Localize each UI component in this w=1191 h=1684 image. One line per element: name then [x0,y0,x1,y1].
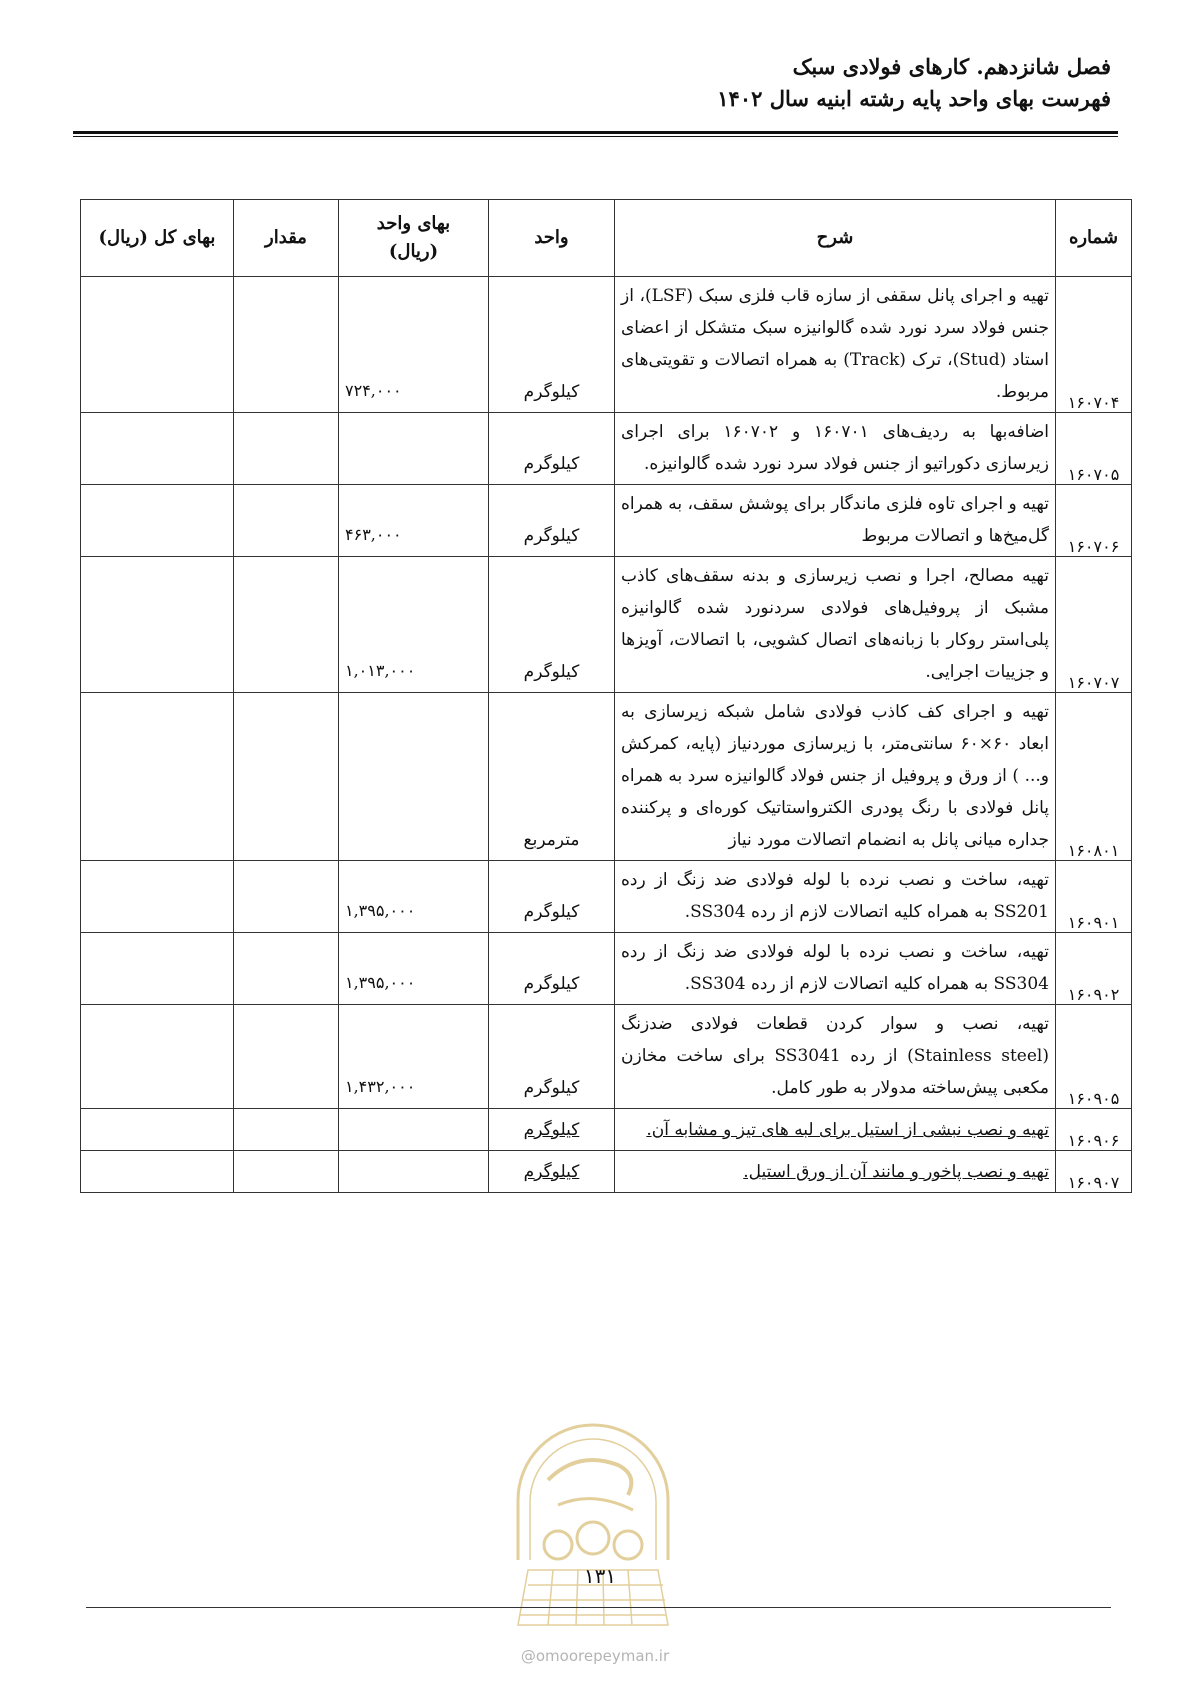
row-unit-price: ۱,۳۹۵,۰۰۰ [339,933,489,1005]
row-unit: کیلوگرم [489,557,615,693]
row-unit: کیلوگرم [489,1151,615,1193]
row-total [81,1109,234,1151]
omoore-peyman-seal-logo-icon [498,1410,688,1650]
row-unit-price: ۱,۳۹۵,۰۰۰ [339,861,489,933]
table-row [81,413,1132,485]
chapter-title: فصل شانزدهم. کارهای فولادی سبک [792,54,1111,79]
row-number: ۱۶۰۸۰۱ [1056,693,1132,861]
table-header-row [81,200,1132,277]
row-quantity [234,933,339,1005]
row-unit-price: ۱,۴۳۲,۰۰۰ [339,1005,489,1109]
row-description: تهیه و نصب نبشی از استیل برای لبه های تیز و مشابه آن. [615,1109,1056,1151]
row-unit: کیلوگرم [489,413,615,485]
row-total [81,413,234,485]
header-rule-thick [73,131,1118,134]
row-quantity [234,557,339,693]
row-total [81,485,234,557]
footer-rule [86,1607,1111,1608]
page-number: ۱۳۱ [583,1564,617,1588]
price-list-table [80,199,1132,1193]
row-number: ۱۶۰۷۰۴ [1056,277,1132,413]
header-quantity: مقدار [234,200,339,277]
row-description: تهیه و اجرای تاوه فلزی ماندگار برای پوشش سقف، به همراه گل‌میخ‌ها و اتصالات مربوط [615,485,1056,557]
table-row [81,1005,1132,1109]
row-quantity [234,693,339,861]
table-row [81,861,1132,933]
row-number: ۱۶۰۹۰۱ [1056,861,1132,933]
table-row [81,693,1132,861]
row-description: تهیه، نصب و سوار کردن قطعات فولادی ضدزنگ (Stainless steel) از رده SS3041 برای ساخت مخازن مکعبی پیش‌ساخته مدولار به طور کامل. [615,1005,1056,1109]
row-unit: کیلوگرم [489,485,615,557]
header-unit-price-currency: (ریال) [388,241,439,262]
row-quantity [234,277,339,413]
row-total [81,1151,234,1193]
row-number: ۱۶۰۷۰۶ [1056,485,1132,557]
row-number: ۱۶۰۹۰۶ [1056,1109,1132,1151]
row-total [81,557,234,693]
table-row [81,557,1132,693]
header-description: شرح [615,200,1056,277]
row-description: تهیه و نصب پاخور و مانند آن از ورق استیل. [615,1151,1056,1193]
row-description: تهیه و اجرای پانل سقفی از سازه قاب فلزی سبک (LSF)، از جنس فولاد سرد نورد شده گالوانیزه سبک متشکل از اعضای استاد (Stud)، ترک (Track) به همراه اتصالات و تقویتی‌های مربوط. [615,277,1056,413]
row-description: تهیه، ساخت و نصب نرده با لوله فولادی ضد زنگ از رده SS304 به همراه کلیه اتصالات لازم از رده SS304. [615,933,1056,1005]
row-unit-price [339,1109,489,1151]
header-unit: واحد [489,200,615,277]
row-unit: کیلوگرم [489,1109,615,1151]
row-number: ۱۶۰۹۰۵ [1056,1005,1132,1109]
row-number: ۱۶۰۹۰۷ [1056,1151,1132,1193]
row-total [81,277,234,413]
row-quantity [234,1109,339,1151]
table-row [81,1109,1132,1151]
row-number: ۱۶۰۷۰۷ [1056,557,1132,693]
header-unit-price-label: بهای واحد [376,213,451,234]
row-unit-price [339,693,489,861]
row-description: تهیه مصالح، اجرا و نصب زیرسازی و بدنه سقف‌های کاذب مشبک از پروفیل‌های فولادی سردنورد شده گالوانیزه پلی‌استر روکار با زبانه‌های اتصال کشویی، با اتصالات، آویزها و جزییات اجرایی. [615,557,1056,693]
table-row [81,1151,1132,1193]
row-unit: کیلوگرم [489,933,615,1005]
row-unit-price: ۴۶۳,۰۰۰ [339,485,489,557]
row-description: تهیه، ساخت و نصب نرده با لوله فولادی ضد زنگ از رده SS201 به همراه کلیه اتصالات لازم از رده SS304. [615,861,1056,933]
row-unit-price [339,413,489,485]
row-total [81,861,234,933]
row-number: ۱۶۰۹۰۲ [1056,933,1132,1005]
table-row [81,277,1132,413]
row-total [81,933,234,1005]
row-unit-price: ۱,۰۱۳,۰۰۰ [339,557,489,693]
document-title: فهرست بهای واحد پایه رشته ابنیه سال ۱۴۰۲ [717,86,1111,111]
row-quantity [234,485,339,557]
row-number: ۱۶۰۷۰۵ [1056,413,1132,485]
header-unit-price [339,200,489,277]
header-total: بهای کل (ریال) [81,200,234,277]
row-unit-price: ۷۲۴,۰۰۰ [339,277,489,413]
table-row [81,485,1132,557]
row-quantity [234,861,339,933]
row-total [81,693,234,861]
website-watermark: @omoorepeyman.ir [520,1647,670,1665]
header-number: شماره [1056,200,1132,277]
header-rule-thin [73,136,1118,137]
table-row [81,933,1132,1005]
row-unit: کیلوگرم [489,1005,615,1109]
row-description: تهیه و اجرای کف کاذب فولادی شامل شبکه زیرسازی به ابعاد ۶۰×۶۰ سانتی‌متر، با زیرسازی موردنیاز (پایه، کمرکش و... ) از ورق و پروفیل از جنس فولاد گالوانیزه سرد به همراه پانل فولادی با رنگ پودری الکترواستاتیک کوره‌ای و پرکننده جداره میانی پانل به انضمام اتصالات مورد نیاز [615,693,1056,861]
row-quantity [234,1151,339,1193]
row-unit: کیلوگرم [489,277,615,413]
row-total [81,1005,234,1109]
row-quantity [234,1005,339,1109]
row-unit-price [339,1151,489,1193]
row-unit: کیلوگرم [489,861,615,933]
row-quantity [234,413,339,485]
row-unit: مترمربع [489,693,615,861]
row-description: اضافه‌بها به ردیف‌های ۱۶۰۷۰۱ و ۱۶۰۷۰۲ برای اجرای زیرسازی دکوراتیو از جنس فولاد سرد نورد شده گالوانیزه. [615,413,1056,485]
page-header [71,52,1111,116]
